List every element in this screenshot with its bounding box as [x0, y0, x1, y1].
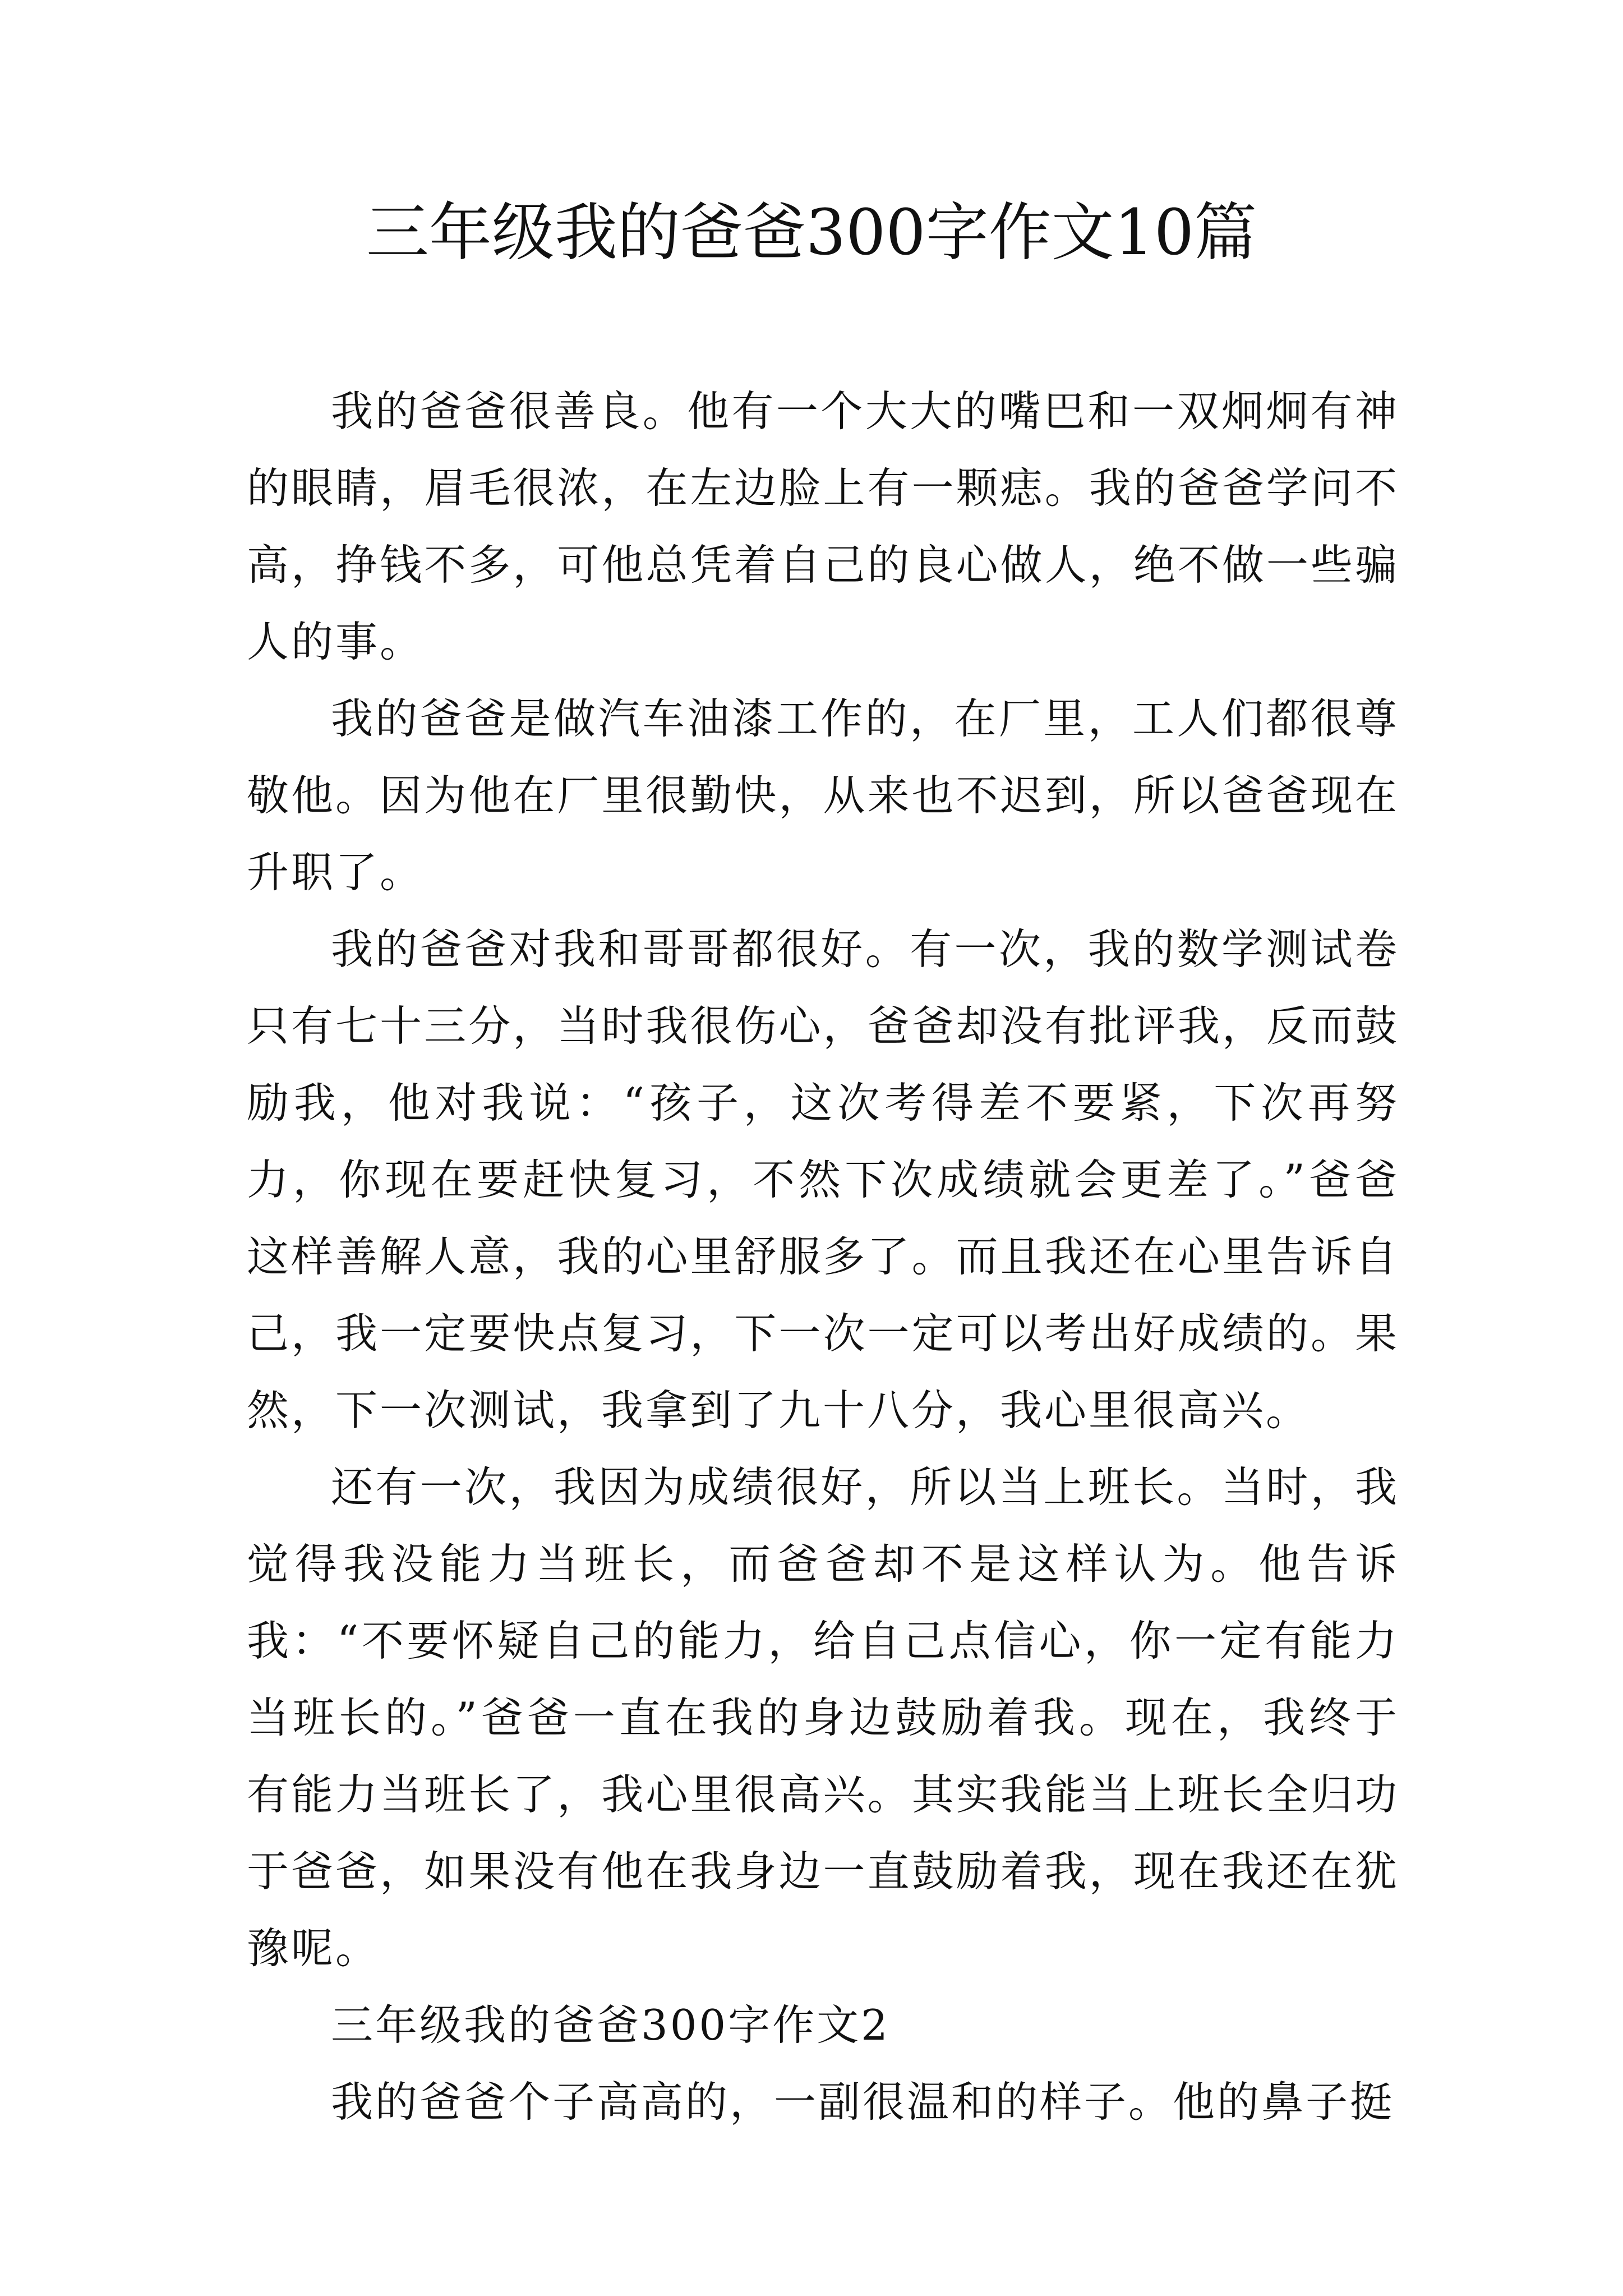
paragraph-4: 还有一次，我因为成绩很好，所以当上班长。当时，我觉得我没能力当班长，而爸爸却不是这样认为。他告诉我：“不要怀疑自己的能力，给自己点信心，你一定有能力当班长的。”爸爸一直在我的身边鼓励着我。现在，我终于有能力当班长了，我心里很高兴。其实我能当上班长全归功于爸爸，如果没有他在我身边一直鼓励着我，现在我还在犹豫呢。: [247, 1462, 1399, 1973]
section-heading-2: 三年级我的爸爸300字作文2: [331, 2000, 890, 2050]
paragraph-2: 我的爸爸是做汽车油漆工作的，在厂里，工人们都很尊敬他。因为他在厂里很勤快，从来也不迟到，所以爸爸现在升职了。: [247, 694, 1399, 897]
document-body: [247, 373, 1399, 2141]
paragraph-3: 我的爸爸对我和哥哥都很好。有一次，我的数学测试卷只有七十三分，当时我很伤心，爸爸却没有批评我，反而鼓励我，他对我说：“孩子，这次考得差不要紧，下次再努力，你现在要赶快复习，不然下次成绩就会更差了。”爸爸这样善解人意，我的心里舒服多了。而且我还在心里告诉自己，我一定要快点复习，下一次一定可以考出好成绩的。果然，下一次测试，我拿到了九十八分，我心里很高兴。: [247, 924, 1399, 1435]
document-title: 三年级我的爸爸300字作文10篇: [366, 196, 1257, 269]
paragraph-1: 我的爸爸很善良。他有一个大大的嘴巴和一双炯炯有神的眼睛，眉毛很浓，在左边脸上有一颗痣。我的爸爸学问不高，挣钱不多，可他总凭着自己的良心做人，绝不做一些骗人的事。: [247, 386, 1399, 666]
paragraph-5: 我的爸爸个子高高的，一副很温和的样子。他的鼻子挺: [331, 2077, 1395, 2127]
